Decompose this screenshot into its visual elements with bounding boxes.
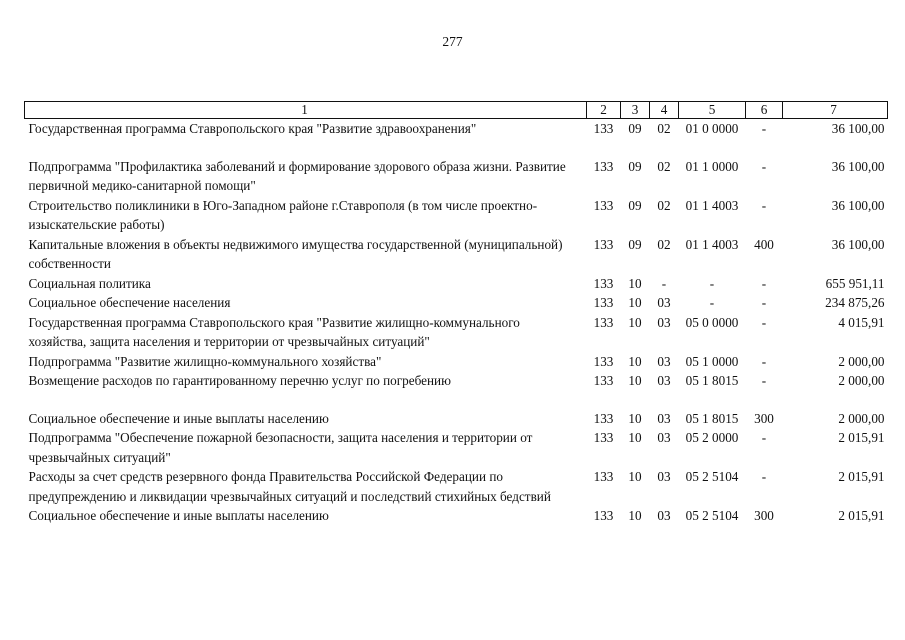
table-row [25,467,888,506]
row-col6: 300 [754,508,774,523]
row-col3: 10 [628,430,642,445]
row-col3: 09 [628,158,642,174]
row-col2: 133 [593,373,614,388]
row-col5: 01 1 0000 [685,158,739,174]
row-col3: 10 [628,469,642,484]
row-col2: 133 [593,197,614,213]
budget-table [24,101,888,526]
row-name: Социальная политика [28,275,151,291]
row-col7: 234 875,26 [825,295,885,310]
row-col7: 36 100,00 [831,236,885,252]
row-name: Подпрограмма "Развитие жилищно-коммунального хозяйства" [28,353,382,369]
row-col4: 02 [657,158,671,174]
table-row [25,506,888,526]
row-col4: 03 [657,430,671,445]
row-col5: 05 1 0000 [685,353,739,369]
row-col7: 36 100,00 [831,121,885,136]
row-col7: 36 100,00 [831,158,885,174]
row-col7: 2 000,00 [838,410,885,426]
row-col5: 01 1 4003 [685,236,739,252]
row-col6: - [761,469,767,484]
row-col3: 09 [628,197,642,213]
row-col3: 10 [628,353,642,369]
row-col3: 10 [628,314,642,330]
row-col6: - [761,121,767,136]
row-col2: 133 [593,410,614,426]
row-col3: 09 [628,121,642,136]
table-row [25,235,888,274]
row-col3: 10 [628,295,642,310]
row-name: Расходы за счет средств резервного фонда Правительства Российской Федерации по предупреждению и ликвидации чрезвычайных ситуаций и последствий стихийных бедствий [28,469,551,504]
row-col6: - [761,158,767,174]
row-col5: 05 2 5104 [685,469,739,484]
row-col4: 03 [657,508,671,523]
row-col2: 133 [593,314,614,330]
row-name: Капитальные вложения в объекты недвижимого имущества государственной (муниципальной) собственности [28,236,563,271]
row-name: Социальное обеспечение и иные выплаты населению [28,410,329,426]
column-header-2: 2 [587,102,621,119]
row-col3: 10 [628,508,642,523]
row-col5: 01 1 4003 [685,197,739,213]
row-name: Подпрограмма "Обеспечение пожарной безопасности, защита населения и территории от чрезвычайных ситуаций" [28,430,533,465]
row-col2: 133 [593,353,614,369]
row-col2: 133 [593,508,614,523]
row-col7: 2 000,00 [838,353,885,369]
row-col2: 133 [593,275,614,291]
table-row [25,313,888,352]
row-col4: 02 [657,197,671,213]
table-row [25,293,888,313]
row-col7: 655 951,11 [825,275,885,291]
row-col2: 133 [593,469,614,484]
table-row [25,428,888,467]
table-row [25,157,888,196]
row-col6: 400 [754,236,774,252]
row-col6: - [761,197,767,213]
row-col3: 10 [628,373,642,388]
row-name: Возмещение расходов по гарантированному перечню услуг по погребению [28,373,451,388]
row-col5: 05 2 5104 [685,508,739,523]
row-col7: 2 015,91 [838,430,885,445]
row-col5: 05 0 0000 [685,314,739,330]
row-col2: 133 [593,158,614,174]
row-col7: 36 100,00 [831,197,885,213]
table-row [25,196,888,235]
row-name: Государственная программа Ставропольского края "Развитие жилищно-коммунального хозяйства, защита населения и территории от чрезвычайных ситуаций" [28,314,520,349]
row-col5: 01 0 0000 [685,121,739,136]
column-header-5: 5 [679,102,746,119]
row-col5: - [709,275,715,291]
row-name: Подпрограмма "Профилактика заболеваний и формирование здорового образа жизни. Развитие первичной медико-санитарной помощи" [28,158,566,193]
row-col4: 03 [657,469,671,484]
page-number: 277 [442,34,463,49]
row-name: Социальное обеспечение и иные выплаты населению [28,508,329,523]
row-col4: 02 [657,121,671,136]
row-col5: 05 1 8015 [685,410,739,426]
row-name: Социальное обеспечение населения [28,295,231,310]
row-col4: 02 [657,236,671,252]
column-header-3: 3 [621,102,650,119]
table-row [25,352,888,372]
row-col6: - [761,275,767,291]
column-header-4: 4 [650,102,679,119]
row-col2: 133 [593,121,614,136]
row-col5: - [709,295,715,310]
row-col4: 03 [657,410,671,426]
row-col3: 10 [628,410,642,426]
row-col2: 133 [593,295,614,310]
row-col7: 2 000,00 [838,373,885,388]
row-col3: 10 [628,275,642,291]
table-header-row [25,102,888,119]
table-row [25,371,888,409]
row-col7: 2 015,91 [838,469,885,484]
row-col5: 05 1 8015 [685,373,739,388]
table-row [25,409,888,429]
row-col6: 300 [754,410,774,426]
row-col6: - [761,295,767,310]
row-col5: 05 2 0000 [685,430,739,445]
row-col4: 03 [657,373,671,388]
row-col7: 4 015,91 [838,314,885,330]
row-col7: 2 015,91 [838,508,885,523]
row-col6: - [761,373,767,388]
row-col3: 09 [628,236,642,252]
row-col2: 133 [593,430,614,445]
column-header-1: 1 [25,102,587,119]
row-col2: 133 [593,236,614,252]
row-name: Строительство поликлиники в Юго-Западном районе г.Ставрополя (в том числе проектно-изыскательские работы) [28,197,538,232]
column-header-7: 7 [783,102,888,119]
row-col6: - [761,430,767,445]
table-row [25,274,888,294]
row-col6: - [761,314,767,330]
row-col4: - [661,275,667,291]
row-col4: 03 [657,295,671,310]
row-col6: - [761,353,767,369]
row-col4: 03 [657,353,671,369]
row-name: Государственная программа Ставропольского края "Развитие здравоохранения" [28,121,477,136]
table-row [25,119,888,157]
column-header-6: 6 [746,102,783,119]
row-col4: 03 [657,314,671,330]
